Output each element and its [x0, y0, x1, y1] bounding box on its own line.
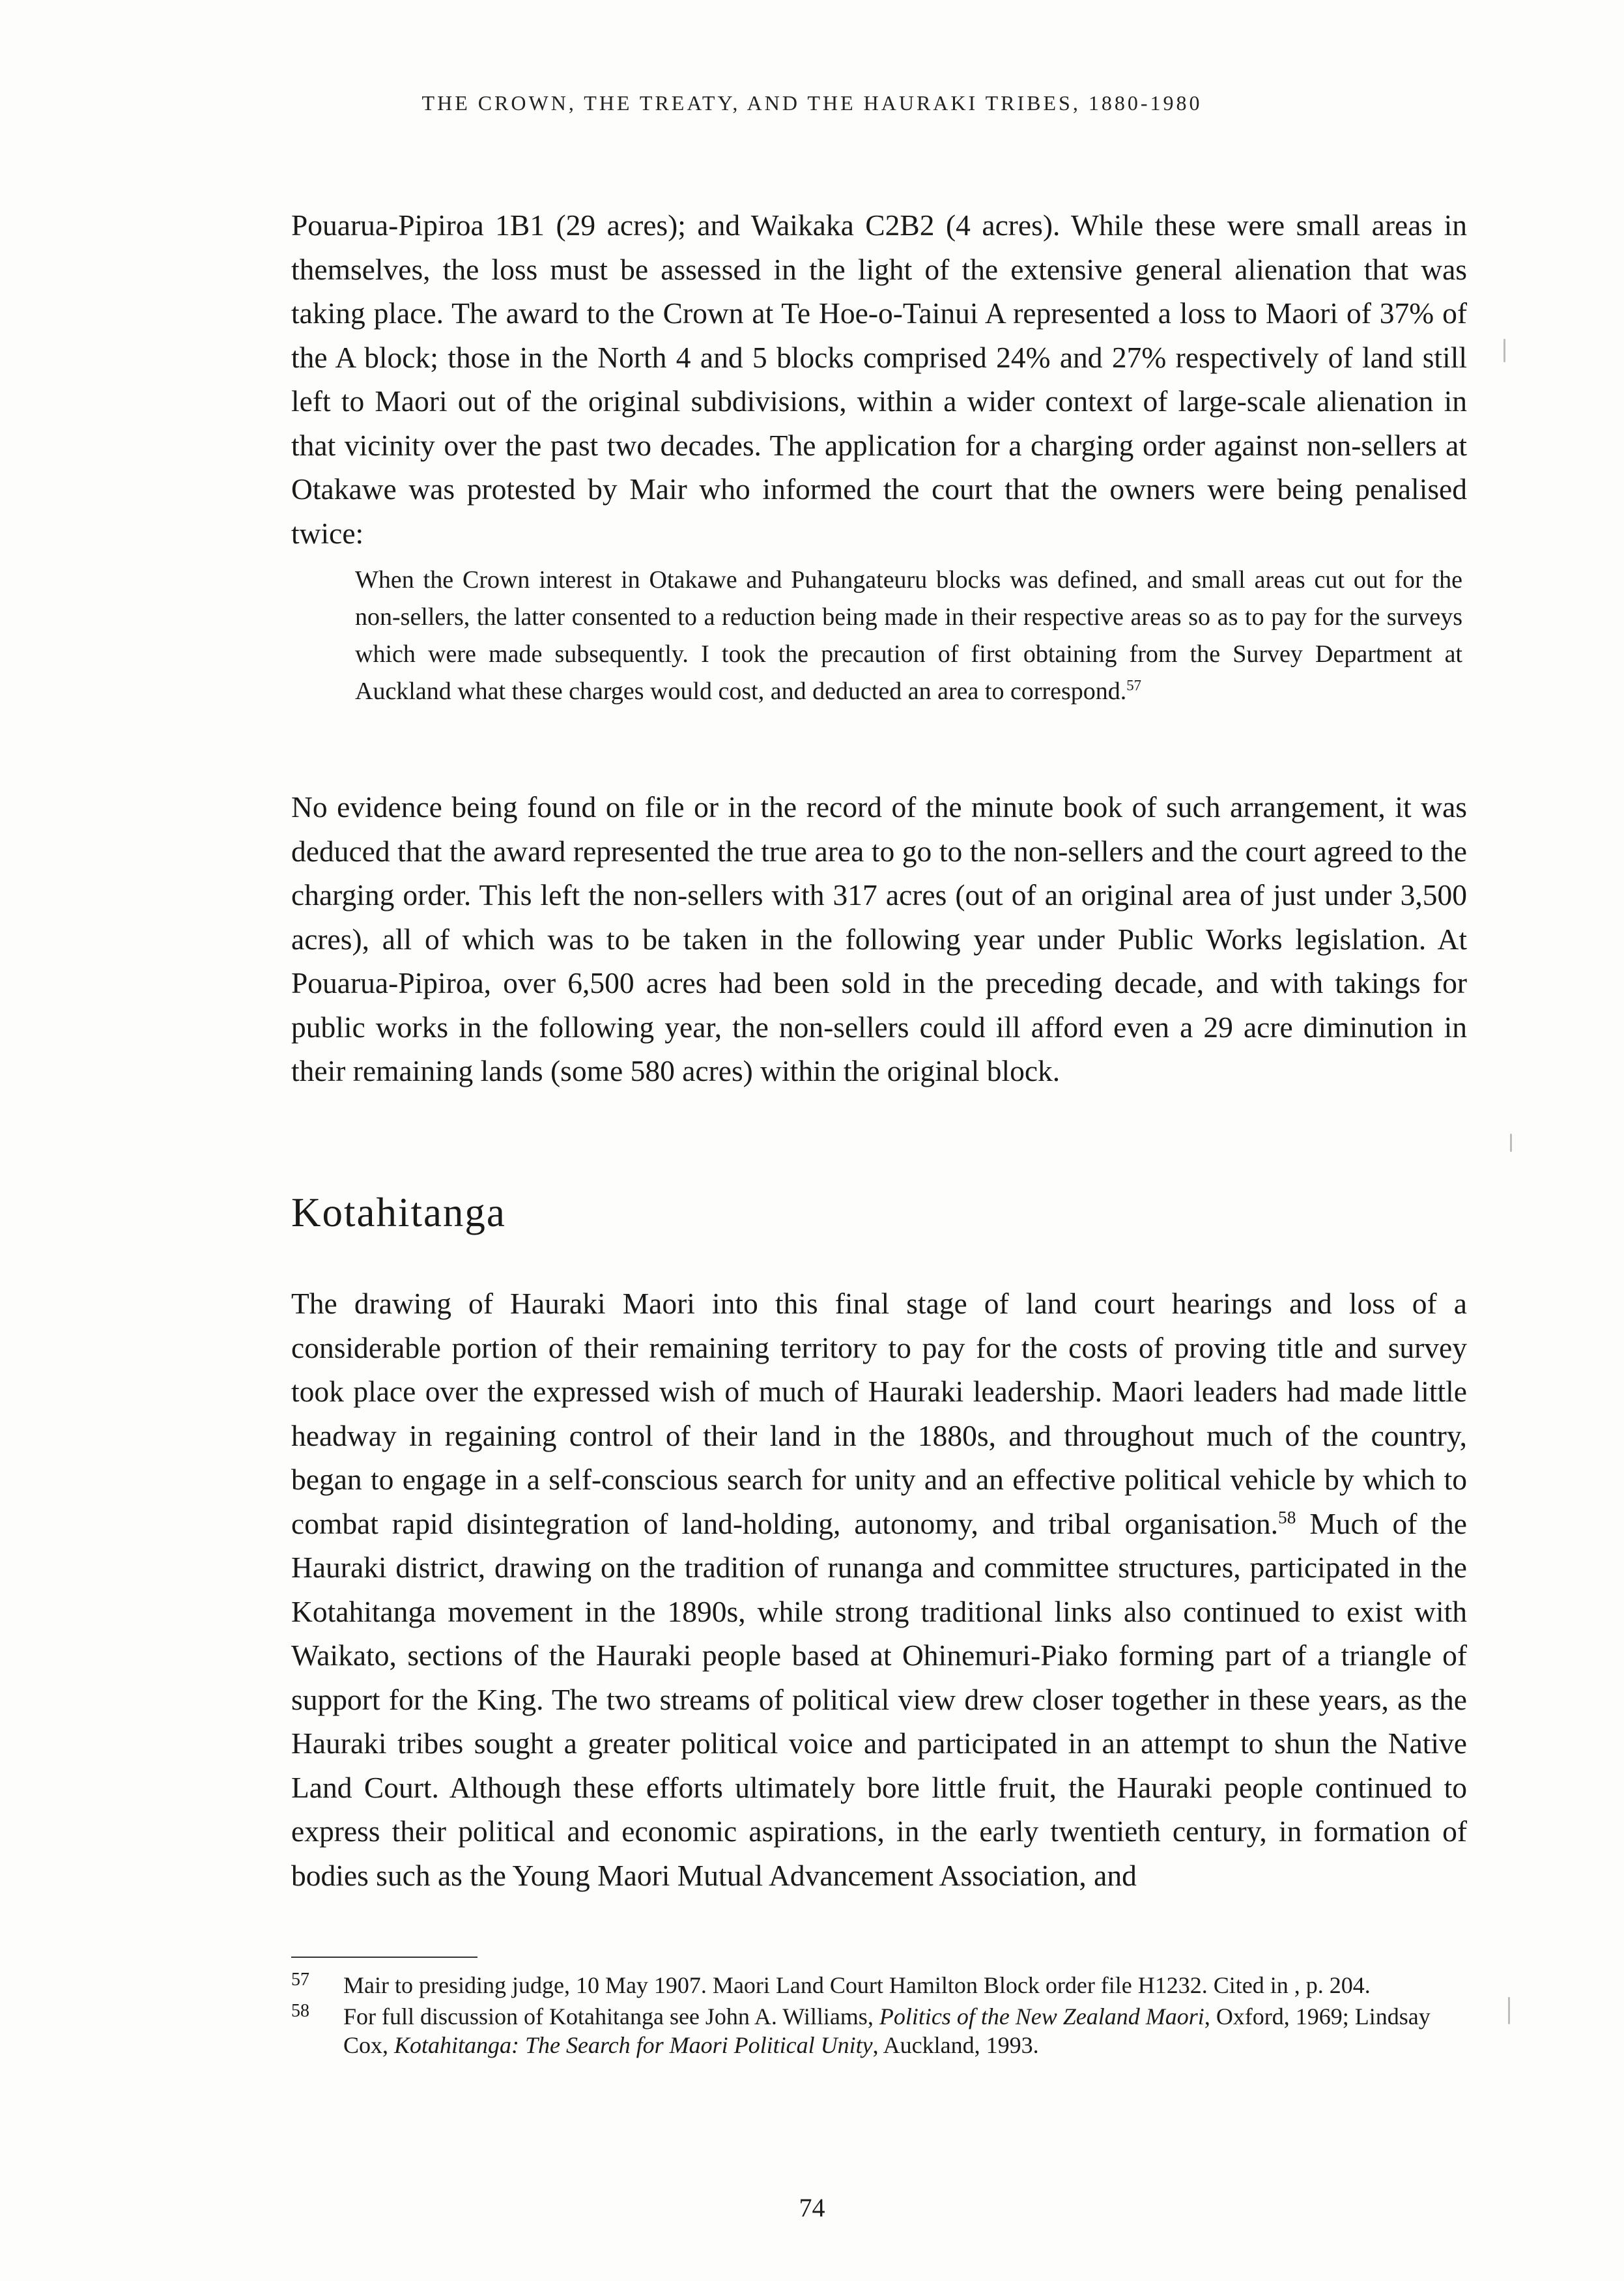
footnote-text: , Oxford, 1969; Lindsay Cox, — [343, 2003, 1431, 2058]
footnote-divider — [291, 1957, 477, 1958]
footnote-number: 58 — [291, 2001, 309, 2021]
footnote-title: Politics of the New Zealand Maori — [879, 2003, 1204, 2030]
section-heading: Kotahitanga — [291, 1190, 506, 1235]
paragraph-text: Pouarua-Pipiroa 1B1 (29 acres); and Waikaka C2B2 (4 acres). While these were small areas in themselves, the loss must be assessed in the light of the extensive general alienation that was taking place. The award to the Crown at Te Hoe-o-Tainui A represented a loss to Maori of 37% of the A block; those in the North 4 and 5 blocks comprised 24% and 27% respectively of land still left to Maori out of the original subdivisions, within a wider context of large-scale alienation in that vicinity over the past two decades. The application for a charging order against non-sellers at Otakawe was protested by Mair who informed the court that the owners were being penalised twice: — [291, 208, 1467, 550]
paragraph-text: No evidence being found on file or in the record of the minute book of such arrangement, it was deduced that the award represented the true area to go to the non-sellers and the court agreed to the charging order. This left the non-sellers with 317 acres (out of an original area of just under 3,500 acres), all of which was to be taken in the following year under Public Works legislation. At Pouarua-Pipiroa, over 6,500 acres had been sold in the preceding decade, and with takings for public works in the following year, the non-sellers could ill afford even a 29 acre diminution in their remaining lands (some 580 acres) within the original block. — [291, 790, 1467, 1087]
block-quote — [355, 562, 1462, 710]
paragraph-text — [291, 1282, 1467, 1897]
page-number: 74 — [799, 2193, 825, 2222]
footnote-text: , Auckland, 1993. — [872, 2032, 1039, 2058]
paragraph-text-part: The drawing of Hauraki Maori into this final stage of land court hearings and loss of a considerable portion of their remaining territory to pay for the costs of proving title and survey took place over the expressed wish of much of Hauraki leadership. Maori leaders had made little headway in regaining control of their land in the 1880s, and throughout much of the country, began to engage in a self-conscious search for unity and an effective political vehicle by which to combat rapid disintegration of land-holding, autonomy, and tribal organisation. — [291, 1287, 1467, 1540]
footnote-ref-58[interactable]: 58 — [1278, 1507, 1296, 1527]
footnote-ref-57[interactable]: 57 — [1126, 677, 1142, 694]
footnote-57 — [291, 1971, 1467, 2000]
footnotes — [291, 1971, 1467, 2062]
margin-mark — [1503, 339, 1505, 362]
paragraph-text-part: Much of the Hauraki district, drawing on the tradition of runanga and committee structures, participated in the Kotahitanga movement in the 1890s, while strong traditional links also continued to exist with Waikato, sections of the Hauraki people based at Ohinemuri-Piako forming part of a triangle of support for the King. The two streams of political view drew closer together in these years, as the Hauraki tribes sought a greater political voice and participated in an attempt to shun the Native Land Court. Although these efforts ultimately bore little fruit, the Hauraki people continued to express their political and economic aspirations, in the early twentieth century, in formation of bodies such as the Young Maori Mutual Advancement Association, and — [291, 1506, 1467, 1892]
footnote-number: 57 — [291, 1970, 309, 1990]
footnote-title: Kotahitanga: The Search for Maori Political Unity — [394, 2032, 873, 2058]
body-paragraph-2 — [291, 785, 1467, 1093]
body-paragraph-1 — [291, 203, 1467, 555]
running-head: THE CROWN, THE TREATY, AND THE HAURAKI TRIBES, 1880-1980 — [421, 91, 1203, 115]
margin-mark — [1510, 1134, 1512, 1152]
footnote-text: Mair to presiding judge, 10 May 1907. Maori Land Court Hamilton Block order file H1232. Cited in , p. 204. — [343, 1972, 1371, 1998]
footnote-58 — [291, 2002, 1467, 2059]
footnote-text: For full discussion of Kotahitanga see John A. Williams, — [343, 2003, 879, 2030]
block-quote-text: When the Crown interest in Otakawe and Puhangateuru blocks was defined, and small areas cut out for the non-sellers, the latter consented to a reduction being made in their respective areas so as to pay for the surveys which were made subsequently. I took the precaution of first obtaining from the Survey Department at Auckland what these charges would cost, and deducted an area to correspond. — [355, 566, 1462, 705]
margin-mark — [1508, 1997, 1510, 2024]
body-paragraph-3 — [291, 1282, 1467, 1897]
